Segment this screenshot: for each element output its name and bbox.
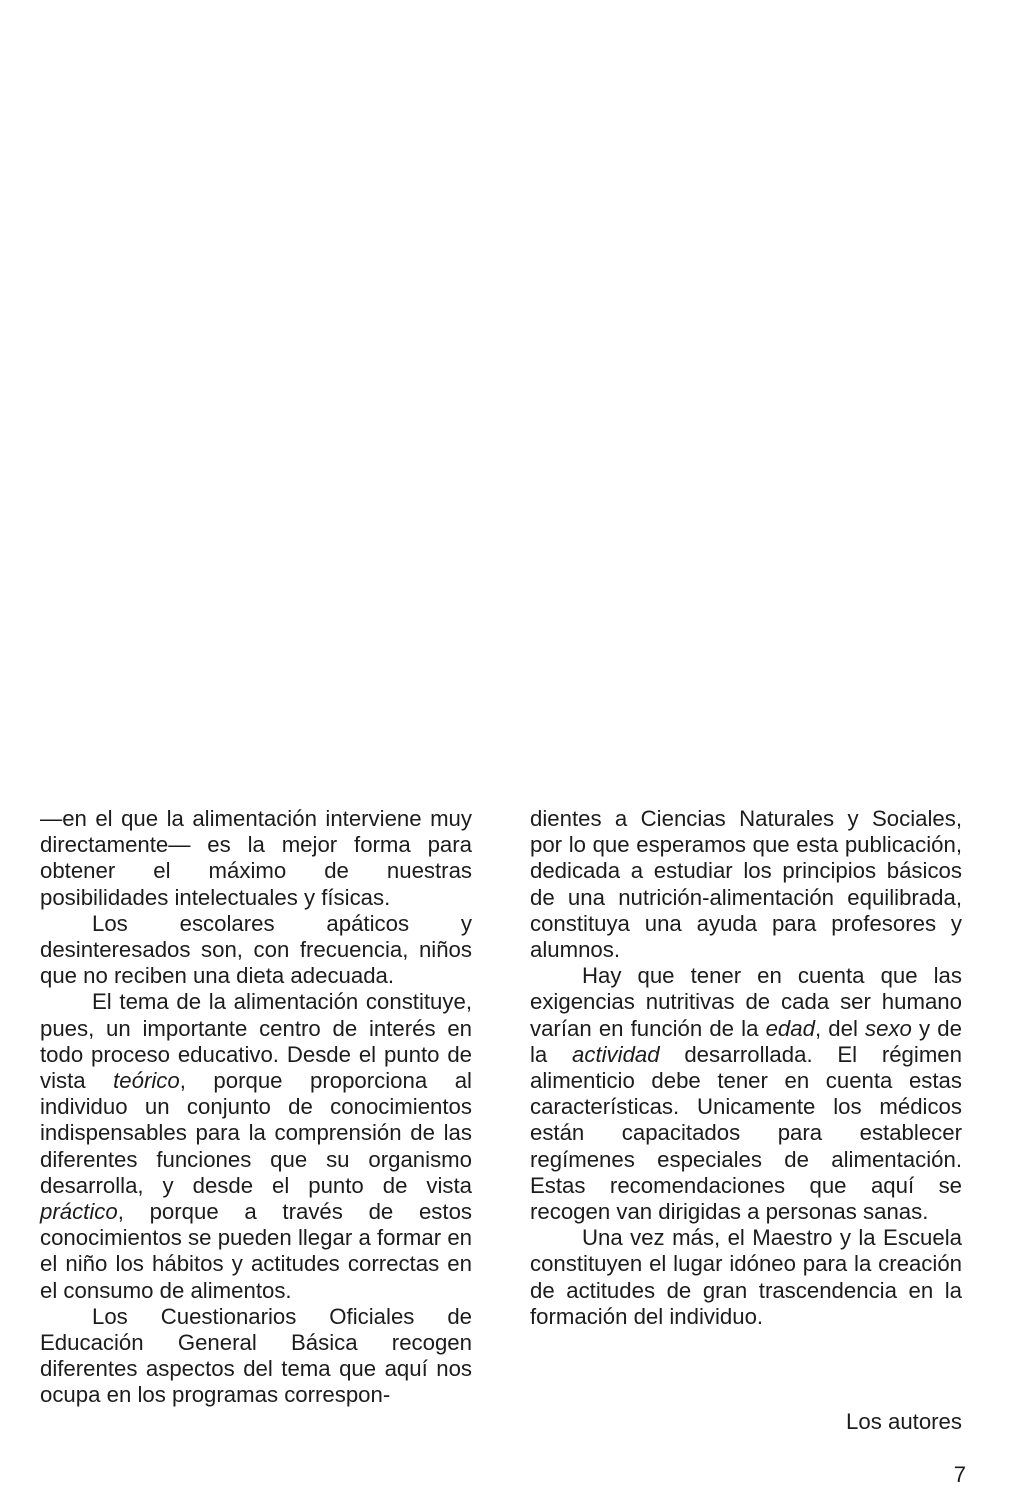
emphasis-practico: práctico	[40, 1199, 118, 1225]
paragraph: —en el que la alimentación interviene muy directamente— es la mejor forma para obtener el máximo de nuestras posibilidades intelectuales y físicas.	[40, 806, 472, 910]
left-text-column	[40, 806, 472, 1409]
paragraph: dientes a Ciencias Naturales y Sociales, por lo que esperamos que esta publicación, dedicada a estudiar los principios básicos de una nutrición-alimentación equilibrada, constituya una ayuda para profesores y alumnos.	[530, 806, 962, 963]
paragraph: Una vez más, el Maestro y la Escuela constituyen el lugar idóneo para la creación de actitudes de gran trascendencia en la formación del individuo.	[530, 1225, 962, 1329]
page-number: 7	[953, 1462, 966, 1487]
emphasis-sexo: sexo	[865, 1015, 912, 1041]
emphasis-actividad: actividad	[572, 1041, 660, 1067]
right-text-column	[530, 806, 962, 1330]
paragraph: Los escolares apáticos y desinteresados son, con frecuencia, niños que no reciben una dieta adecuada.	[40, 910, 472, 989]
signature: Los autores	[846, 1409, 962, 1434]
paragraph: Hay que tener en cuenta que las exigencias nutritivas de cada ser humano varían en función de la edad, del sexo y de la actividad desarrollada. El régimen alimenticio debe tener en cuenta estas características. Unicamente los médicos están capacitados para establecer regímenes especiales de alimentación. Estas recomendaciones que aquí se recogen van dirigidas a personas sanas.	[530, 963, 962, 1225]
paragraph: El tema de la alimentación constituye, pues, un importante centro de interés en todo proceso educativo. Desde el punto de vista teórico, porque proporciona al individuo un conjunto de conocimientos indispensables para la comprensión de las diferentes funciones que su organismo desarrolla, y desde el punto de vista práctico, porque a través de estos conocimientos se pueden llegar a formar en el niño los hábitos y actitudes correctas en el consumo de alimentos.	[40, 989, 472, 1303]
emphasis-edad: edad	[765, 1015, 815, 1041]
paragraph: Los Cuestionarios Oficiales de Educación General Básica recogen diferentes aspectos del tema que aquí nos ocupa en los programas correspon-	[40, 1303, 472, 1408]
emphasis-teorico: teórico	[113, 1068, 180, 1094]
